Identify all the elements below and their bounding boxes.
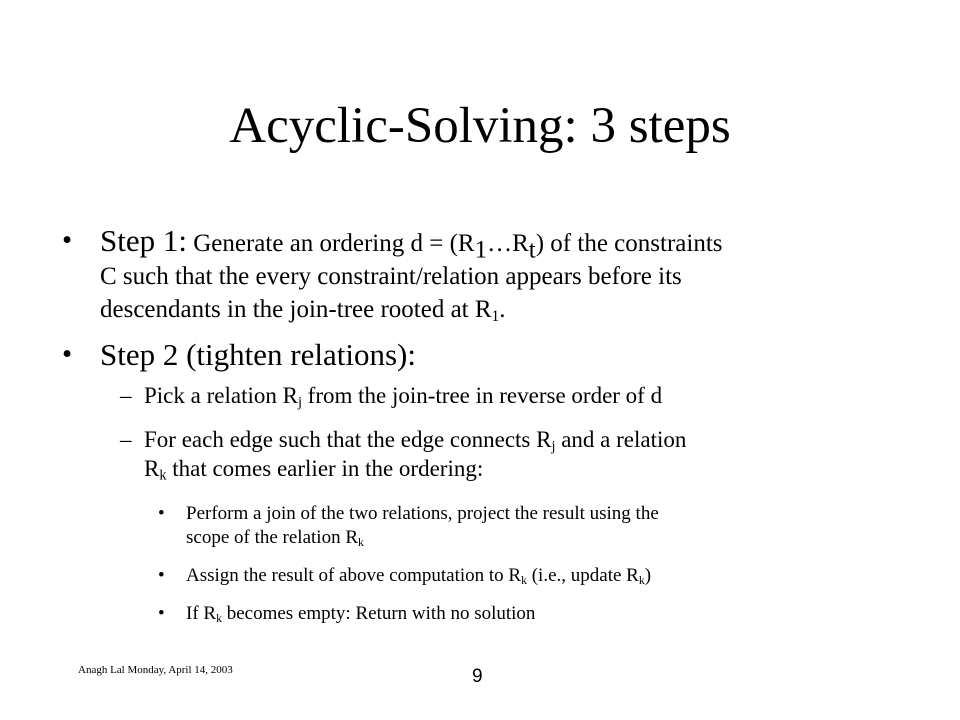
bullet-icon: •: [62, 224, 73, 256]
dash-icon: –: [120, 383, 132, 408]
dash-icon: –: [120, 427, 132, 452]
step-1-line-2: C such that the every constraint/relation appears before its: [100, 263, 682, 290]
step-2-label: Step 2 (tighten relations):: [100, 337, 416, 372]
step-1-text: [100, 224, 930, 326]
bullet-icon: •: [62, 338, 73, 370]
footer-author-date: Anagh Lal Monday, April 14, 2003: [78, 664, 233, 676]
bullet-icon: •: [158, 603, 165, 624]
page-number: 9: [472, 666, 483, 687]
step-1-line-3: descendants in the join-tree rooted at $R_1$.: [100, 296, 506, 325]
bullet-icon: •: [158, 565, 165, 586]
step-1-line-1: Step 1: Generate an ordering d = (R1…Rt) of the constraints: [100, 223, 723, 264]
slide-title: Acyclic-Solving: 3 steps: [229, 98, 731, 154]
bullet-icon: •: [158, 503, 165, 524]
